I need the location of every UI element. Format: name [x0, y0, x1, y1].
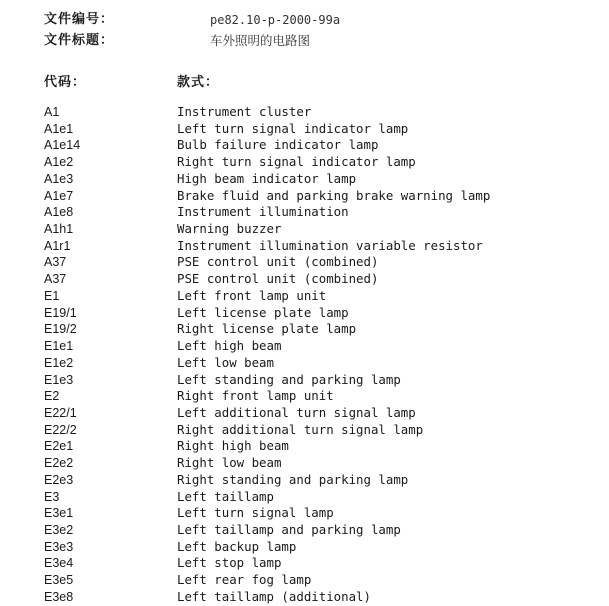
table-row [44, 539, 604, 556]
style-column-header: 款式： [177, 75, 220, 90]
row-code: E3e3 [44, 539, 74, 554]
row-code: E19/2 [44, 322, 77, 337]
row-code: A1e8 [44, 205, 74, 220]
row-code: E22/1 [44, 405, 77, 420]
row-description: Left license plate lamp [177, 304, 349, 320]
table-row [44, 372, 604, 389]
row-description: Right high beam [177, 438, 289, 454]
code-table [44, 104, 604, 606]
row-code: E3e1 [44, 506, 74, 521]
row-code: A1h1 [44, 222, 74, 237]
table-row [44, 388, 604, 405]
row-code: E3 [44, 489, 60, 504]
table-row [44, 271, 604, 288]
table-row [44, 238, 604, 255]
row-description: PSE control unit (combined) [177, 254, 379, 270]
row-code: A1r1 [44, 238, 71, 253]
row-code: E3e5 [44, 573, 74, 588]
row-description: Left low beam [177, 354, 274, 370]
table-row [44, 121, 604, 138]
row-code: E3e4 [44, 556, 74, 571]
table-row [44, 154, 604, 171]
row-description: Left turn signal lamp [177, 505, 334, 521]
row-description: Left front lamp unit [177, 287, 327, 303]
row-code: E2e1 [44, 439, 74, 454]
row-description: Warning buzzer [177, 221, 282, 237]
table-row [44, 104, 604, 121]
row-code: E19/1 [44, 305, 77, 320]
table-row [44, 188, 604, 205]
table-row [44, 555, 604, 572]
row-description: Left taillamp [177, 488, 274, 504]
row-description: Left taillamp and parking lamp [177, 521, 401, 537]
table-row [44, 171, 604, 188]
table-row [44, 288, 604, 305]
row-description: Left turn signal indicator lamp [177, 120, 409, 136]
table-row [44, 455, 604, 472]
row-code: E3e8 [44, 589, 74, 604]
row-code: E1e3 [44, 372, 74, 387]
row-code: E1e1 [44, 339, 74, 354]
code-column-header: 代码： [44, 75, 87, 90]
table-row [44, 505, 604, 522]
row-description: Instrument illumination [177, 204, 349, 220]
row-description: Brake fluid and parking brake warning lamp [177, 187, 491, 203]
row-code: E2e3 [44, 472, 74, 487]
table-row [44, 254, 604, 271]
row-code: A1e14 [44, 138, 81, 153]
row-description: Left standing and parking lamp [177, 371, 401, 387]
table-row [44, 438, 604, 455]
row-description: Left rear fog lamp [177, 572, 312, 588]
row-code: E2 [44, 389, 60, 404]
table-row [44, 472, 604, 489]
row-code: E22/2 [44, 422, 77, 437]
table-row [44, 137, 604, 154]
row-description: Right license plate lamp [177, 321, 357, 337]
table-row [44, 589, 604, 606]
table-row [44, 572, 604, 589]
doc-title-label: 文件标题： [44, 33, 115, 48]
row-code: E1e2 [44, 355, 74, 370]
row-code: A1 [44, 105, 60, 119]
row-description: Left stop lamp [177, 555, 282, 571]
row-code: A1e2 [44, 155, 74, 170]
row-description: Left taillamp (additional) [177, 588, 371, 604]
row-code: A37 [44, 255, 67, 270]
row-code: A1e3 [44, 171, 74, 186]
row-description: Left high beam [177, 338, 282, 354]
row-description: High beam indicator lamp [177, 170, 357, 186]
row-code: A37 [44, 272, 67, 287]
row-description: Right turn signal indicator lamp [177, 154, 416, 170]
row-code: A1e7 [44, 188, 74, 203]
row-description: Instrument cluster [177, 104, 312, 119]
row-description: PSE control unit (combined) [177, 271, 379, 287]
row-description: Instrument illumination variable resistor [177, 237, 483, 253]
row-description: Right standing and parking lamp [177, 471, 409, 487]
row-description: Bulb failure indicator lamp [177, 137, 379, 153]
table-row [44, 221, 604, 238]
table-row [44, 522, 604, 539]
row-description: Left additional turn signal lamp [177, 404, 416, 420]
doc-number-value: pe82.10-p-2000-99a [210, 13, 341, 27]
row-description: Right additional turn signal lamp [177, 421, 424, 437]
row-code: E3e2 [44, 522, 74, 537]
table-row [44, 321, 604, 338]
doc-title-value: 车外照明的电路图 [210, 33, 311, 48]
row-description: Right low beam [177, 455, 282, 471]
doc-number-label: 文件编号： [44, 12, 115, 27]
table-row [44, 338, 604, 355]
table-row [44, 305, 604, 322]
table-row [44, 204, 604, 221]
row-description: Right front lamp unit [177, 388, 334, 404]
row-code: E2e2 [44, 456, 74, 471]
row-code: A1e1 [44, 121, 74, 136]
table-row [44, 489, 604, 506]
table-row [44, 405, 604, 422]
table-row [44, 355, 604, 372]
row-code: E1 [44, 288, 60, 303]
row-description: Left backup lamp [177, 538, 297, 554]
table-row [44, 422, 604, 439]
